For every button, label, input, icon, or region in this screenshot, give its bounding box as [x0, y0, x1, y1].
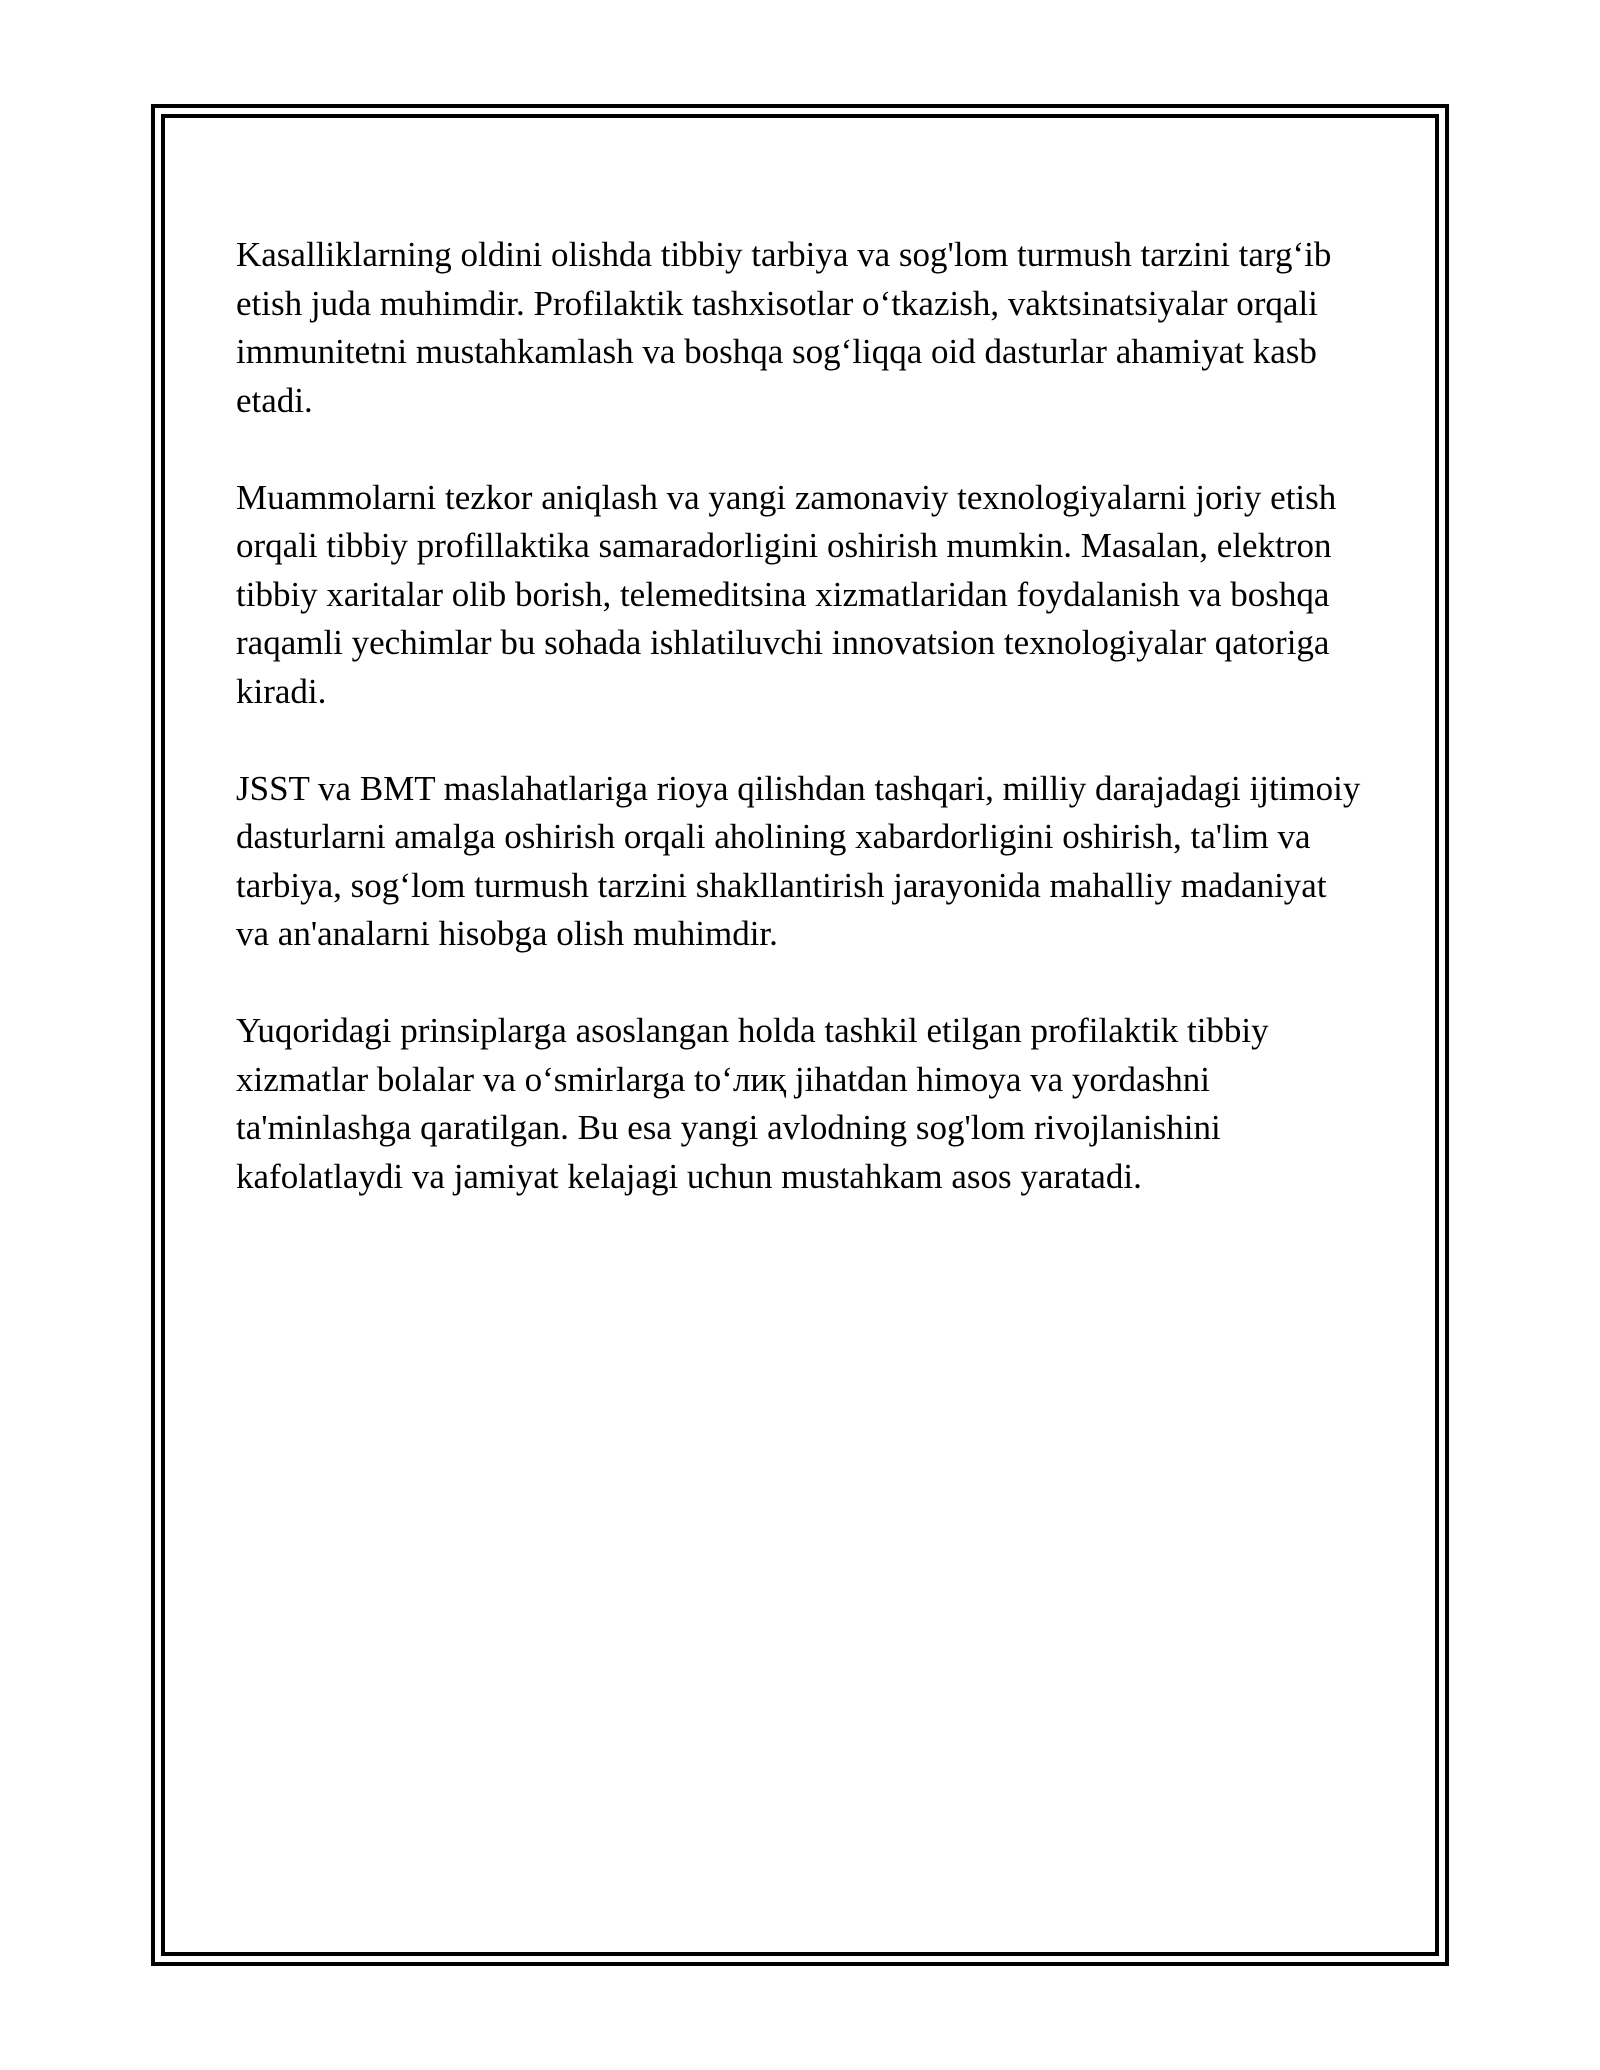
paragraph-1: Kasalliklarning oldini olishda tibbiy tarbiya va sog'lom turmush tarzini targ‘ib etish juda muhimdir. Profilaktik tashxisotlar o‘tkazish, vaktsinatsiyalar orqali immunitetni mustahkamlash va boshqa sog‘liqqa oid dasturlar ahamiyat kasb etadi.: [236, 235, 1332, 420]
paragraph-4: Yuqoridagi prinsiplarga asoslangan holda tashkil etilgan profilaktik tibbiy xizmatlar bolalar va o‘smirlarga to‘лиқ jihatdan himoya va yordashni ta'minlashga qaratilgan. Bu esa yangi avlodning sog'lom rivojlanishini kafolatlaydi va jamiyat kelajagi uchun mustahkam asos yaratadi.: [236, 1011, 1269, 1196]
document-body: [236, 231, 1366, 1250]
paragraph-3: JSST va BMT maslahatlariga rioya qilishdan tashqari, milliy darajadagi ijtimoiy dasturlarni amalga oshirish orqali aholining xabardorligini oshirish, ta'lim va tarbiya, sog‘lom turmush tarzini shakllantirish jarayonida mahalliy madaniyat va an'analarni hisobga olish muhimdir.: [236, 768, 1361, 953]
paragraph-2: Muammolarni tezkor aniqlash va yangi zamonaviy texnologiyalarni joriy etish orqali tibbiy profillaktika samaradorligini oshirish mumkin. Masalan, elektron tibbiy xaritalar olib borish, telemeditsina xizmatlaridan foydalanish va boshqa raqamli yechimlar bu sohada ishlatiluvchi innovatsion texnologiyalar qatoriga kiradi.: [236, 477, 1337, 711]
